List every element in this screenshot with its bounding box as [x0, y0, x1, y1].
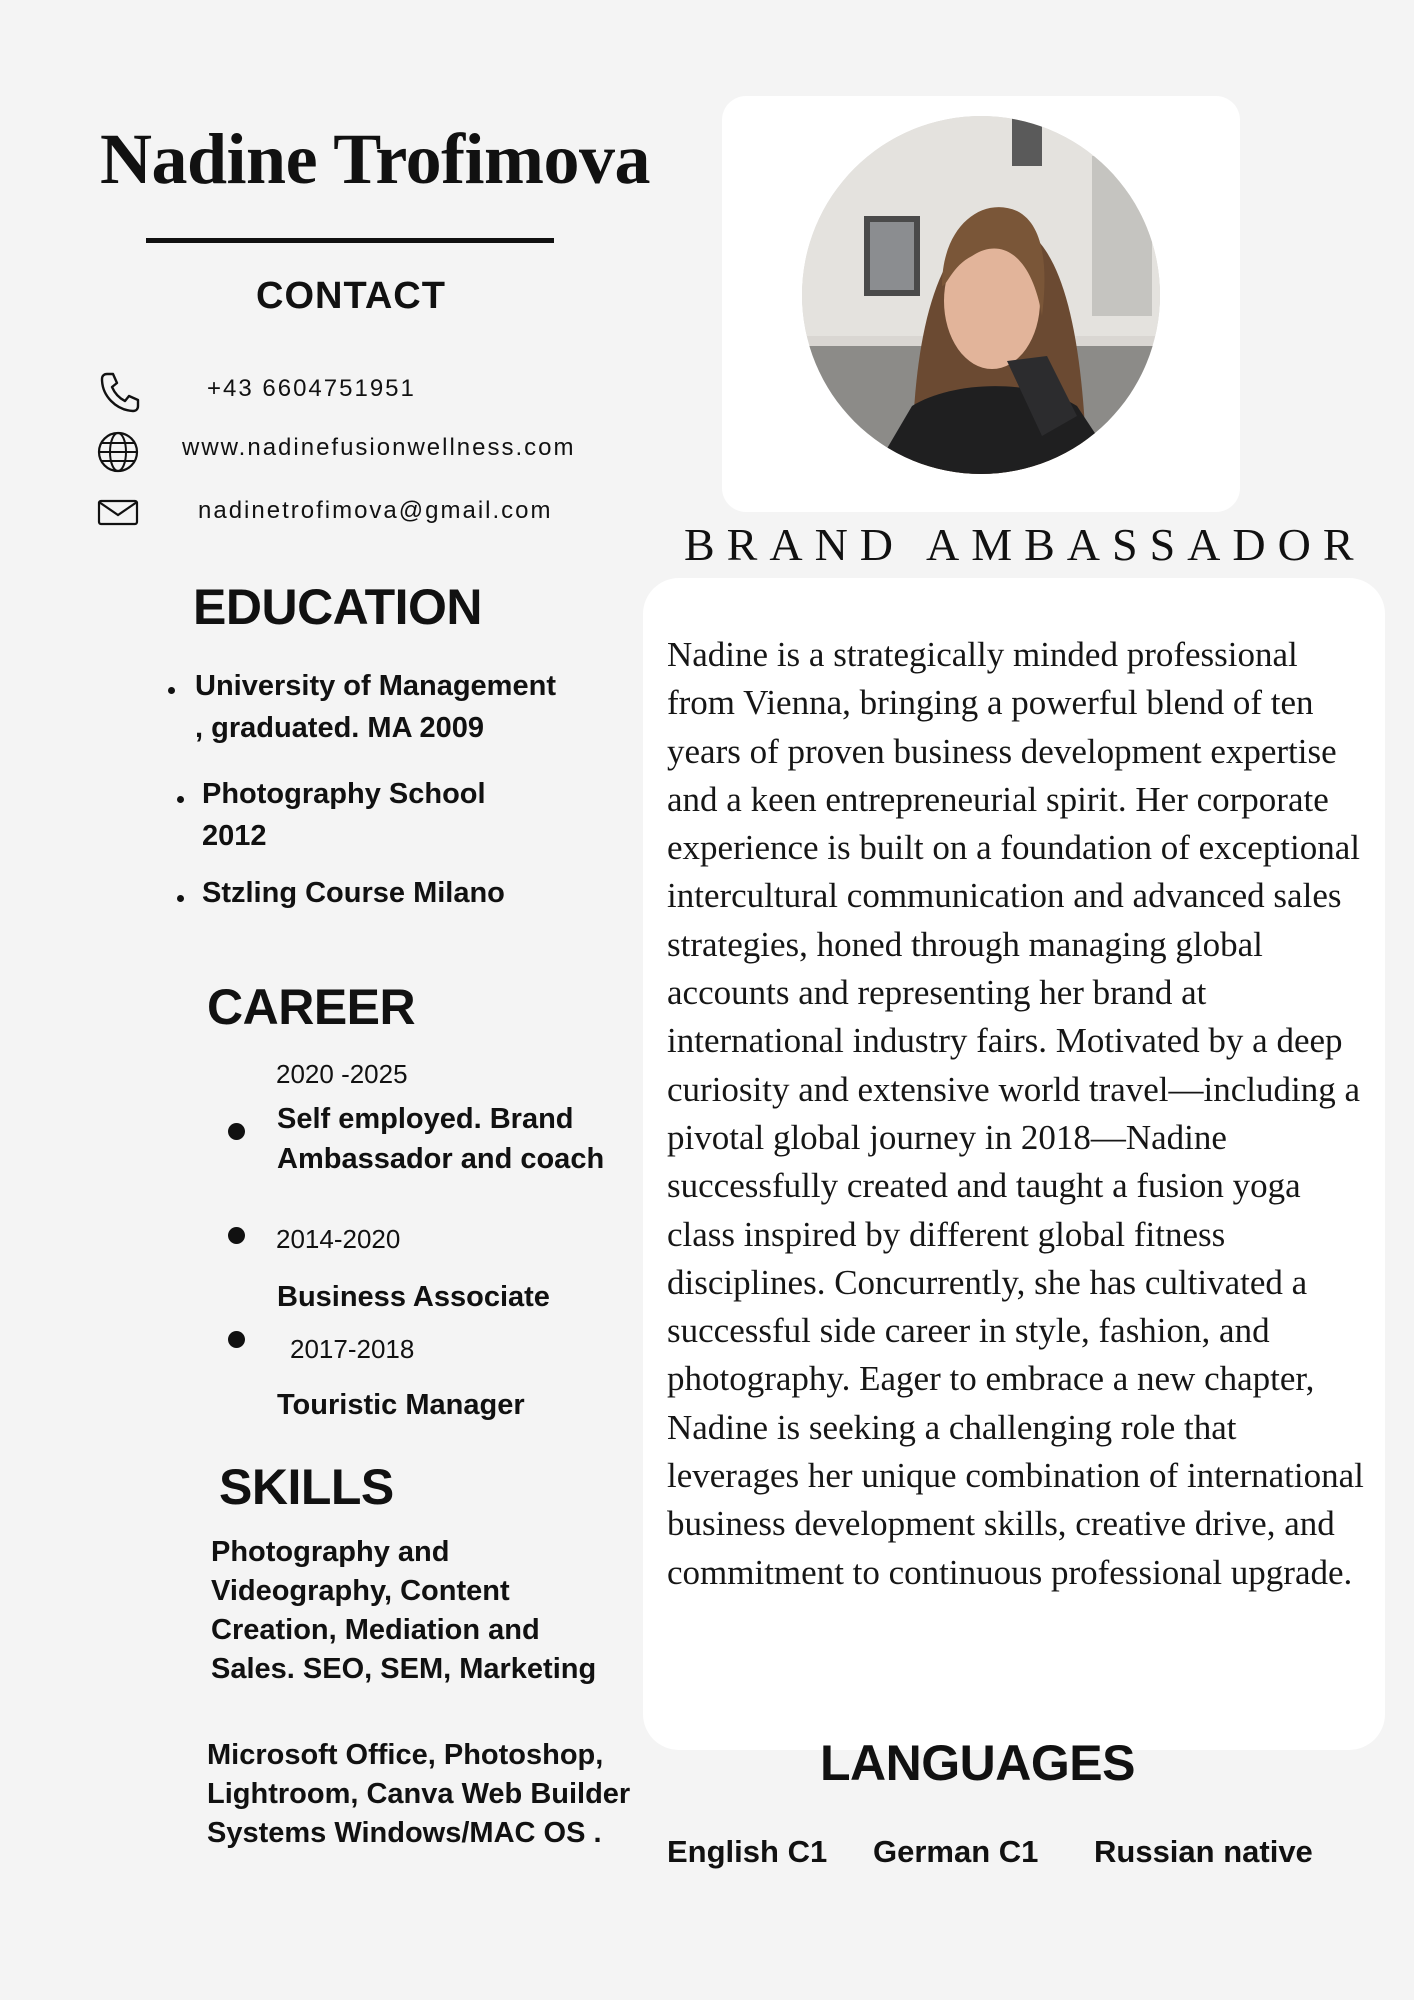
photo-card	[722, 96, 1240, 512]
career-role: Business Associate	[277, 1281, 550, 1313]
skills-heading: SKILLS	[219, 1459, 394, 1515]
language-item: Russian native	[1094, 1834, 1313, 1869]
education-item-title: Stzling Course Milano	[202, 877, 505, 909]
education-item-detail: , graduated. MA 2009	[195, 712, 485, 744]
career-years: 2014-2020	[276, 1224, 401, 1254]
education-heading: EDUCATION	[193, 579, 483, 635]
globe-icon	[96, 430, 140, 474]
software-paragraph: Microsoft Office, Photoshop, Lightroom, Canva Web Builder Systems Windows/MAC OS .	[207, 1739, 631, 1849]
timeline-dot	[228, 1227, 245, 1244]
profile-photo	[802, 116, 1160, 474]
education-item-title: University of Management	[195, 670, 556, 702]
person-name: Nadine Trofimova	[100, 119, 651, 199]
education-item	[202, 773, 486, 857]
education-item	[195, 665, 556, 749]
skills-paragraph: Photography and Videography, Content Creation, Mediation and Sales. SEO, SEM, Marketing	[211, 1536, 597, 1685]
bullet	[168, 687, 175, 694]
contact-heading: CONTACT	[256, 275, 446, 317]
bullet	[177, 796, 184, 803]
career-years: 2020 -2025	[276, 1059, 408, 1089]
website-link[interactable]: www.nadinefusionwellness.com	[182, 434, 576, 461]
languages-heading: LANGUAGES	[820, 1735, 1135, 1791]
career-role: Self employed. Brand Ambassador and coach	[277, 1103, 605, 1175]
education-item-title: Photography School	[202, 778, 486, 810]
career-heading: CAREER	[207, 979, 416, 1035]
name-divider	[146, 238, 554, 243]
language-item: English C1	[667, 1834, 828, 1869]
language-item: German C1	[873, 1834, 1039, 1869]
timeline-dot	[228, 1331, 245, 1348]
career-years: 2017-2018	[290, 1334, 415, 1364]
email-address[interactable]: nadinetrofimova@gmail.com	[198, 497, 553, 524]
career-role: Touristic Manager	[277, 1389, 525, 1421]
education-item-detail: 2012	[202, 820, 267, 852]
timeline-dot	[228, 1123, 245, 1140]
phone-number[interactable]: +43 6604751951	[207, 375, 416, 402]
phone-icon	[98, 370, 142, 414]
bio-paragraph: Nadine is a strategically minded professional from Vienna, bringing a powerful blend of ten years of proven business development expertise and a keen entrepreneurial spirit. Her corporate experience is built on a foundation of exceptional intercultural communication and advanced sales strategies, honed through managing global accounts and representing her brand at international industry fairs. Motivated by a deep curiosity and extensive world travel—including a pivotal global journey in 2018—Nadine successfully created and taught a fusion yoga class inspired by different global fitness disciplines. Concurrently, she has cultivated a successful side career in style, fashion, and photography. Eager to embrace a new chapter, Nadine is seeking a challenging role that leverages her unique combination of international business development skills, creative drive, and commitment to continuous professional upgrade.	[667, 635, 1364, 1592]
education-item	[202, 872, 505, 914]
bullet	[177, 895, 184, 902]
mail-icon	[96, 490, 140, 534]
job-title: BRAND AMBASSADOR	[684, 519, 1366, 570]
